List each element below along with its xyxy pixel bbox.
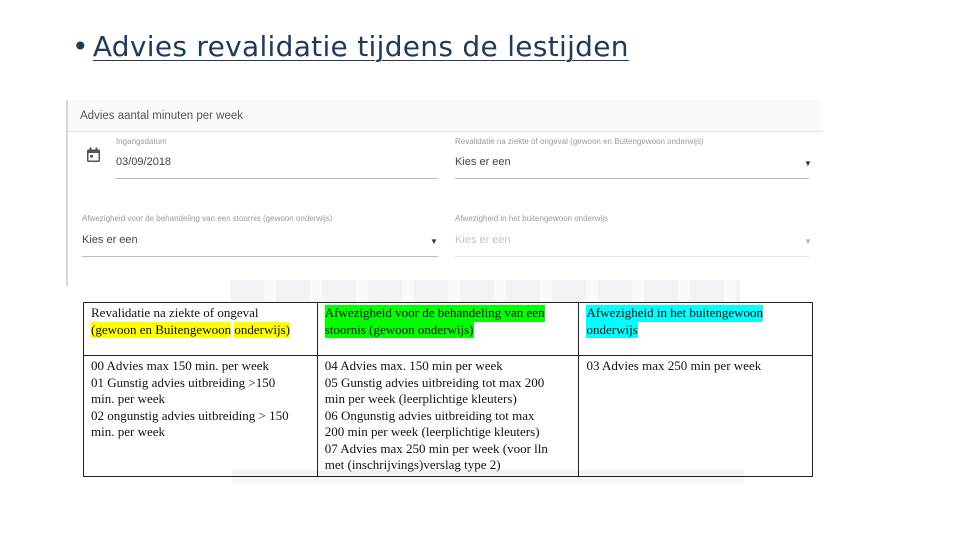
start-date-input[interactable]: 03/09/2018 xyxy=(116,156,172,168)
codes-revalidation-cell xyxy=(84,356,318,477)
title-bullet: • xyxy=(72,30,89,63)
code-line: 00 Advies max 150 min. per week xyxy=(91,358,269,373)
faded-background-band xyxy=(230,280,740,302)
slide-title xyxy=(72,30,629,63)
code-line: min per week (leerplichtige kleuters) xyxy=(324,391,517,406)
code-line: 04 Advies max. 150 min per week xyxy=(324,358,503,373)
advice-form-screenshot xyxy=(66,100,822,286)
start-date-label: Ingangsdatum xyxy=(116,137,167,146)
absence-treatment-select[interactable]: Kies er een xyxy=(82,234,138,246)
header-absence-special xyxy=(579,303,813,356)
codes-absence-special-cell xyxy=(579,356,813,477)
code-line: min. per week xyxy=(91,424,166,439)
revalidation-select[interactable]: Kies er een xyxy=(455,156,511,168)
absence-treatment-caret-down-icon[interactable]: ▼ xyxy=(430,237,438,246)
code-line: 01 Gunstig advies uitbreiding >150 xyxy=(91,374,276,390)
calendar-icon[interactable] xyxy=(86,147,101,163)
form-header xyxy=(68,100,822,132)
revalidation-underline xyxy=(455,178,809,179)
start-date-underline xyxy=(116,178,438,179)
header-line: Revalidatie na ziekte of ongeval xyxy=(91,305,259,320)
absence-treatment-underline xyxy=(82,256,438,257)
code-line: met (inschrijvings)verslag type 2) xyxy=(324,457,501,472)
revalidation-caret-down-icon[interactable]: ▼ xyxy=(804,159,812,168)
absence-special-caret-down-icon[interactable]: ▼ xyxy=(804,237,812,246)
form-header-title: Advies aantal minuten per week xyxy=(80,110,244,122)
header-absence-treatment xyxy=(317,303,579,356)
code-line: 03 Advies max 250 min per week xyxy=(586,358,762,373)
code-line: 02 ongunstig advies uitbreiding > 150 xyxy=(91,407,289,423)
code-line: 06 Ongunstig advies uitbreiding tot max xyxy=(324,407,535,423)
code-line: 200 min per week (leerplichtige kleuters) xyxy=(324,424,540,439)
header-line: (gewoon en Buitengewoon xyxy=(91,321,232,337)
advice-codes-table xyxy=(83,302,813,477)
codes-absence-treatment-cell xyxy=(317,356,579,477)
code-line: 07 Advies max 250 min per week (voor lln xyxy=(324,440,548,456)
code-line: min. per week xyxy=(91,391,166,406)
header-line: Afwezigheid in het buitengewoon xyxy=(586,305,764,320)
header-line: onderwijs xyxy=(586,321,638,337)
absence-special-label: Afwezigheid in het buitengewoon onderwijs xyxy=(455,214,608,223)
header-line: stoornis (gewoon onderwijs) xyxy=(324,321,474,337)
absence-treatment-label: Afwezigheid voor de behandeling van een stoornis (gewoon onderwijs) xyxy=(82,214,333,223)
header-line: Afwezigheid voor de behandeling van een xyxy=(324,305,545,320)
table-header-row xyxy=(84,303,813,356)
code-line: 05 Gunstig advies uitbreiding tot max 200 xyxy=(324,374,545,390)
revalidation-label: Revalidatie na ziekte of ongeval (gewoon en Buitengewoon onderwijs) xyxy=(455,137,704,146)
table-row xyxy=(84,356,813,477)
header-line: onderwijs) xyxy=(234,321,290,337)
header-revalidation xyxy=(84,303,318,356)
absence-special-select[interactable]: Kies er een xyxy=(455,234,511,246)
title-text: Advies revalidatie tijdens de lestijden xyxy=(92,30,629,63)
absence-special-underline xyxy=(455,256,809,257)
